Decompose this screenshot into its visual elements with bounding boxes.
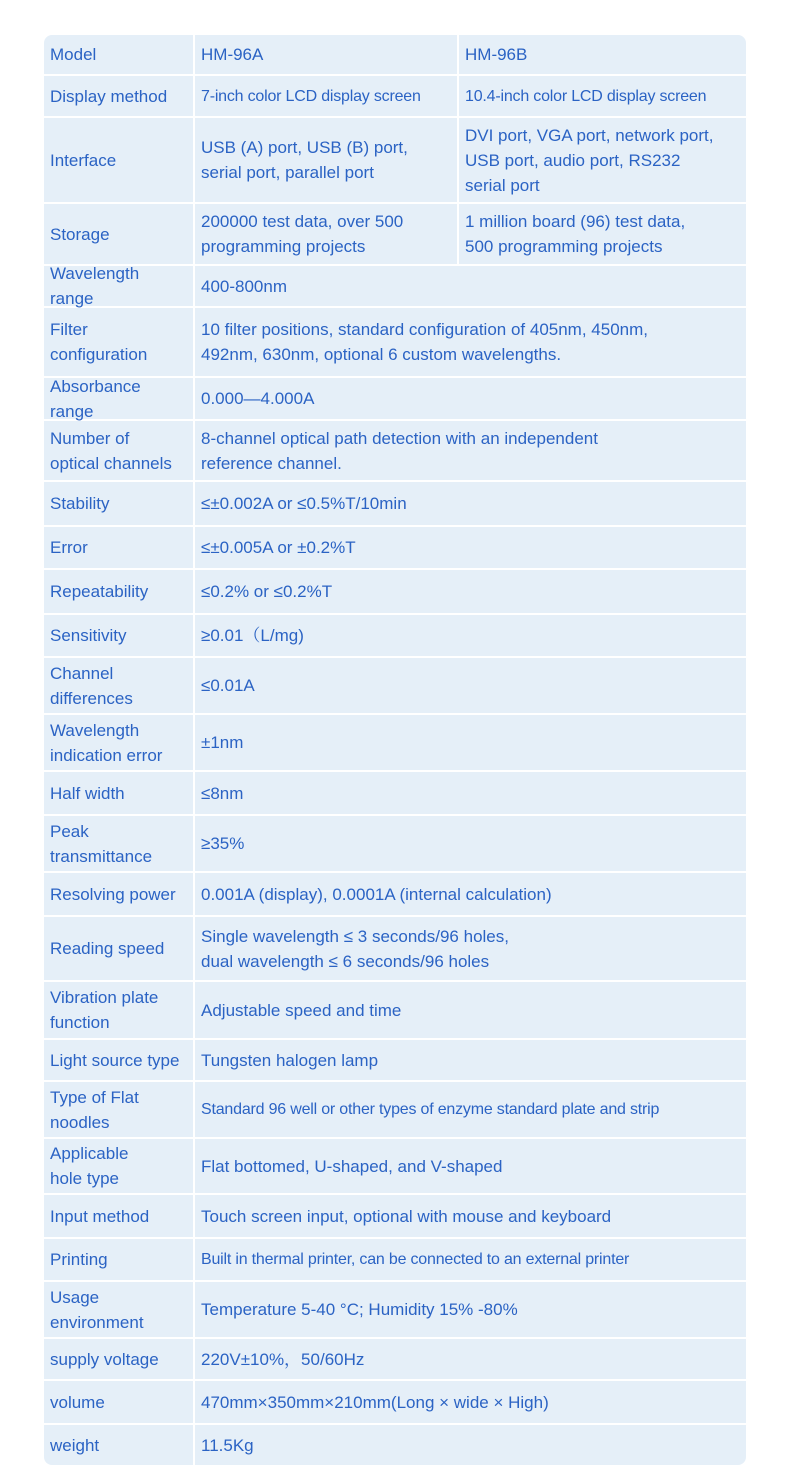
row-label: supply voltage [50, 1349, 159, 1369]
row-value-cell [195, 1282, 746, 1337]
row-label-cell [44, 658, 195, 713]
row-value: Adjustable speed and time [201, 1000, 402, 1020]
row-label-cell [44, 308, 195, 376]
table-row [44, 871, 746, 915]
row-value: Flat bottomed, U-shaped, and V-shaped [201, 1156, 503, 1176]
table-row [44, 770, 746, 814]
row-value-cell [195, 378, 746, 419]
row-label: Light source type [50, 1050, 180, 1070]
row-value-cell [195, 1381, 746, 1423]
row-value-cell [195, 873, 746, 915]
row-label: Absorbance range [50, 376, 141, 421]
row-label-cell [44, 873, 195, 915]
table-row [44, 1379, 746, 1423]
row-value: 11.5Kg [201, 1435, 254, 1455]
row-value-cell [195, 421, 746, 480]
table-row [44, 1038, 746, 1080]
row-value-cell [195, 917, 746, 980]
row-label: Error [50, 538, 88, 557]
row-value-cell [195, 982, 746, 1038]
row-label-cell [44, 76, 195, 116]
row-label-cell [44, 527, 195, 568]
row-value-cell [195, 772, 746, 814]
table-row [44, 74, 746, 116]
model-b-cell [459, 118, 746, 202]
model-a-cell [195, 204, 459, 264]
row-label-cell [44, 917, 195, 980]
row-label-cell [44, 1339, 195, 1379]
model-a-cell [195, 76, 459, 116]
row-value: ±1nm [201, 733, 244, 752]
row-value-cell [195, 1082, 746, 1137]
header-label: Model [50, 45, 97, 64]
row-value: Tungsten halogen lamp [201, 1050, 379, 1070]
row-label-cell [44, 715, 195, 770]
row-label: Interface [50, 150, 117, 170]
row-label: Resolving power [50, 884, 176, 904]
row-value: 0.000—4.000A [201, 389, 315, 408]
table-row [44, 980, 746, 1038]
table-row [44, 656, 746, 713]
table-row [44, 1137, 746, 1193]
row-value: ≥0.01（L/mg) [201, 626, 304, 645]
header-label-cell [44, 35, 195, 74]
row-value: 10 filter positions, standard configuration of 405nm, 450nm, 492nm, 630nm, optional 6 custom wavelengths. [201, 320, 648, 364]
table-row [44, 306, 746, 376]
row-label: Display method [50, 86, 168, 106]
row-label: Applicable hole type [50, 1144, 129, 1188]
row-label: Vibration plate function [50, 988, 159, 1032]
row-label: Peak transmittance [50, 821, 153, 866]
model-b-cell [459, 204, 746, 264]
row-value: 8-channel optical path detection with an independent reference channel. [201, 428, 598, 473]
row-label: Reading speed [50, 939, 165, 958]
row-label-cell [44, 1239, 195, 1280]
row-value-cell [195, 1239, 746, 1280]
row-value-cell [195, 615, 746, 656]
row-value-cell [195, 1040, 746, 1080]
row-value-cell [195, 816, 746, 871]
row-value: Single wavelength ≤ 3 seconds/96 holes, dual wavelength ≤ 6 seconds/96 holes [201, 926, 509, 971]
table-row [44, 1280, 746, 1337]
model-a-value: USB (A) port, USB (B) port, serial port, parallel port [201, 138, 408, 182]
model-b-cell [459, 76, 746, 116]
row-label: Repeatability [50, 582, 149, 601]
row-label-cell [44, 1381, 195, 1423]
table-row [44, 1423, 746, 1465]
row-label: Sensitivity [50, 626, 127, 645]
row-value-cell [195, 527, 746, 568]
table-row [44, 713, 746, 770]
header-model-b-cell [459, 35, 746, 74]
table-row [44, 568, 746, 613]
row-label-cell [44, 266, 195, 306]
row-value: ≤0.2% or ≤0.2%T [201, 582, 333, 601]
table-row [44, 1237, 746, 1280]
row-value: 400-800nm [201, 276, 288, 296]
row-label: Half width [50, 783, 125, 803]
row-value: Temperature 5-40 °C; Humidity 15% -80% [201, 1300, 518, 1319]
row-label-cell [44, 615, 195, 656]
row-label: Number of optical channels [50, 428, 172, 473]
row-value: ≤±0.002A or ≤0.5%T/10min [201, 494, 407, 513]
table-row [44, 1193, 746, 1237]
table-row [44, 1337, 746, 1379]
row-label: Type of Flat noodles [50, 1087, 139, 1132]
model-a-cell [195, 118, 459, 202]
row-value: Built in thermal printer, can be connected to an external printer [201, 1251, 630, 1268]
row-label: Filter configuration [50, 320, 148, 364]
row-value-cell [195, 1195, 746, 1237]
model-b-value: 10.4-inch color LCD display screen [465, 87, 707, 105]
table-row [44, 202, 746, 264]
header-model-a-cell [195, 35, 459, 74]
table-row [44, 1080, 746, 1137]
row-label-cell [44, 570, 195, 613]
row-value: ≥35% [201, 834, 245, 853]
row-label-cell [44, 982, 195, 1038]
row-value-cell [195, 1139, 746, 1193]
model-a-value: 200000 test data, over 500 programming projects [201, 212, 404, 256]
table-header-row [44, 35, 746, 74]
row-value: 220V±10%，50/60Hz [201, 1349, 365, 1369]
row-label-cell [44, 378, 195, 419]
model-a-value: 7-inch color LCD display screen [201, 87, 421, 105]
row-label-cell [44, 1040, 195, 1080]
header-model-b: HM-96B [465, 45, 528, 64]
row-label: Storage [50, 224, 110, 244]
row-value-cell [195, 308, 746, 376]
row-label-cell [44, 421, 195, 480]
row-label-cell [44, 204, 195, 264]
row-value-cell [195, 570, 746, 613]
row-value-cell [195, 658, 746, 713]
table-row [44, 915, 746, 980]
row-value: Touch screen input, optional with mouse and keyboard [201, 1206, 612, 1226]
row-value: 470mm×350mm×210mm(Long × wide × High) [201, 1392, 549, 1412]
row-label-cell [44, 1195, 195, 1237]
row-label-cell [44, 118, 195, 202]
row-label-cell [44, 1425, 195, 1465]
row-value-cell [195, 1425, 746, 1465]
table-row [44, 480, 746, 525]
row-label-cell [44, 1139, 195, 1193]
row-value: ≤±0.005A or ±0.2%T [201, 538, 356, 557]
row-value: Standard 96 well or other types of enzyme standard plate and strip [201, 1101, 660, 1118]
spec-table [44, 35, 746, 1465]
row-label: Input method [50, 1206, 150, 1226]
row-value-cell [195, 266, 746, 306]
row-label-cell [44, 482, 195, 525]
row-value: 0.001A (display), 0.0001A (internal calculation) [201, 884, 552, 904]
row-label-cell [44, 772, 195, 814]
row-label: volume [50, 1392, 105, 1412]
row-value-cell [195, 715, 746, 770]
header-model-a: HM-96A [201, 45, 264, 64]
table-row [44, 264, 746, 306]
row-value-cell [195, 482, 746, 525]
row-label-cell [44, 1282, 195, 1337]
row-label-cell [44, 816, 195, 871]
row-value-cell [195, 1339, 746, 1379]
table-row [44, 116, 746, 202]
table-row [44, 814, 746, 871]
row-label: Wavelength range [50, 264, 140, 308]
model-b-value: 1 million board (96) test data, 500 programming projects [465, 212, 686, 256]
row-label: weight [50, 1435, 100, 1455]
table-row [44, 613, 746, 656]
row-label: Wavelength indication error [50, 720, 163, 765]
model-b-value: DVI port, VGA port, network port, USB port, audio port, RS232 serial port [465, 125, 714, 195]
row-label: Usage environment [50, 1287, 144, 1332]
row-label: Channel differences [50, 663, 133, 708]
table-row [44, 376, 746, 419]
table-row [44, 419, 746, 480]
row-value: ≤8nm [201, 783, 244, 803]
table-row [44, 525, 746, 568]
row-label: Printing [50, 1250, 108, 1269]
row-label-cell [44, 1082, 195, 1137]
row-value: ≤0.01A [201, 676, 255, 695]
row-label: Stability [50, 494, 110, 513]
